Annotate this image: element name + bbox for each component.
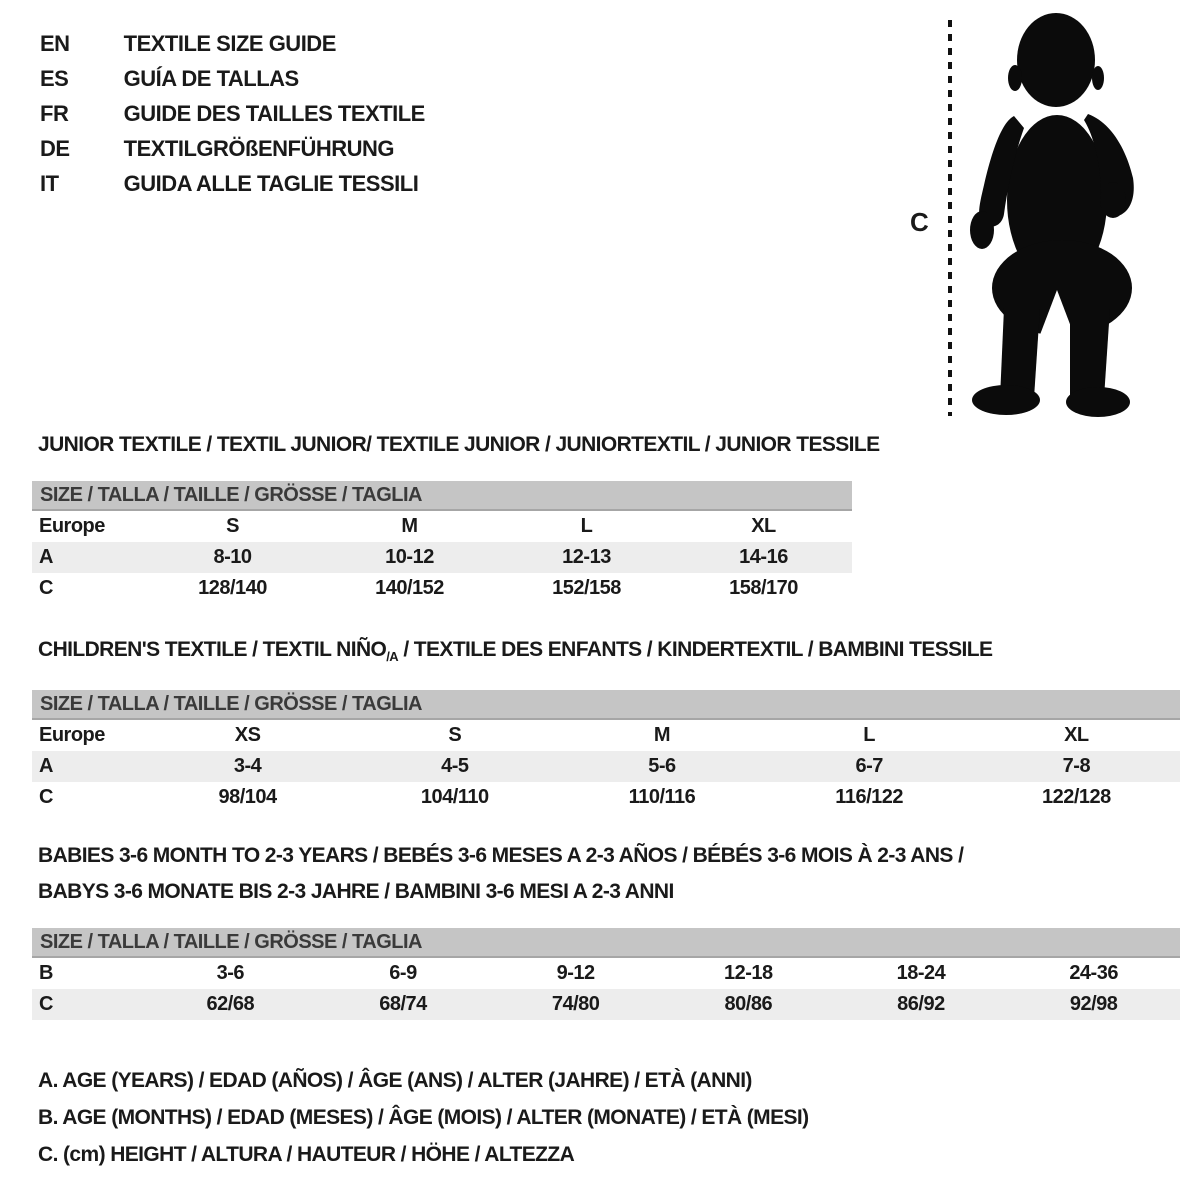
language-code: ES	[40, 66, 69, 91]
table-cell: 12-18	[723, 962, 773, 984]
size-header-bar-children	[32, 690, 1180, 720]
table-cell: 110/116	[628, 786, 696, 808]
row-label: B	[39, 962, 53, 984]
table-cell: 6-7	[855, 755, 883, 777]
language-row-fr	[40, 96, 425, 131]
row-label: C	[39, 786, 53, 808]
table-cell: 98/104	[218, 786, 277, 808]
legend-line-age-years: A. AGE (YEARS) / EDAD (AÑOS) / ÂGE (ANS) / ALTER (JAHRE) / ETÀ (ANNI)	[38, 1069, 752, 1092]
table-cell: L	[580, 515, 593, 537]
table-cell: XL	[1064, 724, 1089, 746]
language-code: IT	[40, 171, 59, 196]
table-cell: 92/98	[1069, 993, 1118, 1015]
table-cell: 7-8	[1062, 755, 1091, 777]
size-table	[32, 720, 1180, 813]
section-title-babies-line1	[38, 844, 963, 868]
size-header-text: SIZE / TALLA / TAILLE / GRÖSSE / TAGLIA	[40, 693, 422, 715]
row-label: Europe	[39, 724, 105, 746]
table-cell: 4-5	[441, 755, 469, 777]
language-label: GUIDA ALLE TAGLIE TESSILI	[123, 171, 419, 196]
table-row-a	[32, 751, 1180, 782]
row-label: A	[39, 755, 53, 777]
row-label: C	[39, 577, 53, 599]
table-cell: 86/92	[897, 993, 945, 1015]
table-cell: 8-10	[213, 546, 252, 568]
language-label: TEXTILGRÖßENFÜHRUNG	[123, 136, 395, 161]
table-cell: 6-9	[389, 962, 417, 984]
table-cell: 18-24	[896, 962, 946, 984]
table-row-c	[32, 573, 852, 604]
table-cell: XS	[234, 724, 261, 746]
legend	[38, 1062, 809, 1173]
row-label: Europe	[39, 515, 105, 537]
section-title-text: / TEXTILE DES ENFANTS / KINDERTEXTIL / BAMBINI TESSILE	[398, 638, 993, 661]
table-cell: M	[653, 724, 671, 746]
language-label: GUÍA DE TALLAS	[123, 66, 299, 91]
table-row-a	[32, 542, 852, 573]
table-cell: S	[226, 515, 239, 537]
table-cell: 62/68	[206, 993, 255, 1015]
height-measure-label: C	[910, 207, 929, 237]
section-title-text: BABIES 3-6 MONTH TO 2-3 YEARS / BEBÉS 3-6 MESES A 2-3 AÑOS / BÉBÉS 3-6 MOIS À 2-3 ANS /	[38, 844, 964, 867]
section-title-text: BABYS 3-6 MONATE BIS 2-3 JAHRE / BAMBINI 3-6 MESI A 2-3 ANNI	[38, 880, 674, 903]
table-row-c	[32, 782, 1180, 813]
table-cell: 140/152	[375, 577, 444, 599]
size-table	[32, 958, 1180, 1020]
section-title-junior	[38, 433, 880, 457]
language-row-de	[40, 131, 425, 166]
table-cell: 9-12	[556, 962, 595, 984]
table-cell: XL	[751, 515, 776, 537]
children-size-table	[32, 720, 1180, 813]
table-row-europe	[32, 720, 1180, 751]
section-title-subscript: /A	[386, 649, 399, 665]
language-code: EN	[40, 31, 70, 56]
size-header-text: SIZE / TALLA / TAILLE / GRÖSSE / TAGLIA	[40, 484, 422, 506]
legend-line-height: C. (cm) HEIGHT / ALTURA / HAUTEUR / HÖHE / ALTEZZA	[38, 1143, 575, 1166]
table-row-europe	[32, 511, 852, 542]
figure-area	[900, 0, 1200, 430]
table-cell: 24-36	[1069, 962, 1118, 984]
table-cell: 5-6	[648, 755, 676, 777]
table-cell: 122/128	[1041, 786, 1111, 808]
table-cell: M	[401, 515, 418, 537]
section-title-children	[38, 638, 992, 664]
table-row-b	[32, 958, 1180, 989]
table-cell: 152/158	[552, 577, 621, 599]
size-table	[32, 511, 852, 604]
table-row-c	[32, 989, 1180, 1020]
size-header-text: SIZE / TALLA / TAILLE / GRÖSSE / TAGLIA	[40, 931, 422, 953]
row-label: C	[39, 993, 53, 1015]
table-cell: S	[448, 724, 462, 746]
language-row-it	[40, 166, 425, 201]
row-label: A	[39, 546, 53, 568]
language-list	[40, 26, 425, 201]
language-row-en	[40, 26, 425, 61]
toddler-silhouette-icon	[962, 10, 1142, 420]
table-cell: 80/86	[724, 993, 773, 1015]
table-cell: 104/110	[420, 786, 489, 808]
babies-size-table	[32, 958, 1180, 1020]
table-cell: 3-4	[233, 755, 262, 777]
table-cell: 10-12	[385, 546, 434, 568]
language-code: FR	[40, 101, 69, 126]
table-cell: 12-13	[562, 546, 611, 568]
language-label: TEXTILE SIZE GUIDE	[123, 31, 336, 56]
size-header-bar-babies	[32, 928, 1180, 958]
table-cell: L	[863, 724, 876, 746]
table-cell: 158/170	[729, 577, 798, 599]
section-title-text: CHILDREN'S TEXTILE / TEXTIL NIÑO	[38, 638, 387, 661]
table-cell: 116/122	[835, 786, 903, 808]
junior-size-table	[32, 511, 852, 604]
section-title-babies-line2	[38, 880, 674, 904]
size-header-bar-junior	[32, 481, 852, 511]
language-code: DE	[40, 136, 70, 161]
table-cell: 68/74	[379, 993, 427, 1015]
language-label: GUIDE DES TAILLES TEXTILE	[123, 101, 425, 126]
table-cell: 128/140	[198, 577, 267, 599]
table-cell: 14-16	[739, 546, 788, 568]
language-row-es	[40, 61, 425, 96]
table-cell: 3-6	[216, 962, 245, 984]
legend-line-age-months: B. AGE (MONTHS) / EDAD (MESES) / ÂGE (MOIS) / ALTER (MONATE) / ETÀ (MESI)	[38, 1106, 809, 1129]
table-cell: 74/80	[551, 993, 600, 1015]
height-measure-line	[948, 20, 952, 416]
section-title-text: JUNIOR TEXTILE / TEXTIL JUNIOR/ TEXTILE JUNIOR / JUNIORTEXTIL / JUNIOR TESSILE	[38, 433, 880, 456]
